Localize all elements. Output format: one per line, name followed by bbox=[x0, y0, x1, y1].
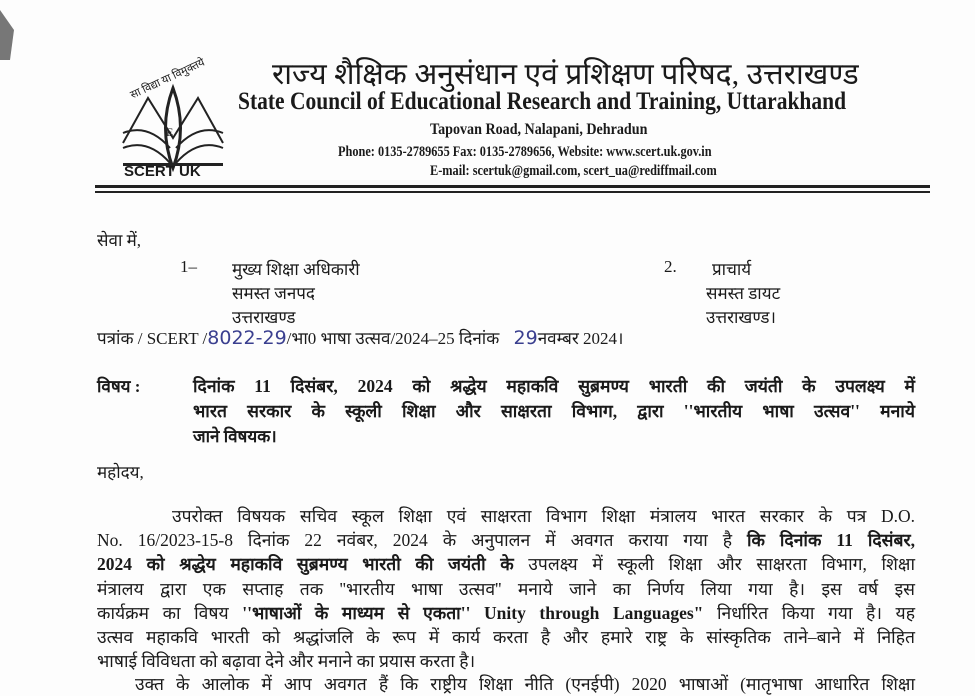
body-text-bold: ''भाषाओं के माध्यम से एकता'' Unity through Languages" bbox=[242, 603, 704, 623]
body-text: No. 16/2023-15-8 दिनांक 22 नवंबर, 2024 के अनुपालन में अवगत कराया गया है bbox=[97, 530, 747, 550]
body-line bbox=[97, 601, 915, 625]
body-line bbox=[97, 528, 915, 552]
salutation-to: सेवा में, bbox=[97, 231, 142, 250]
body-line: उक्त के आलोक में आप अवगत हैं कि राष्ट्रीय शिक्षा नीति (एनईपी) 2020 भाषाओं (मातृभाषा आधारित शिक्षा bbox=[135, 674, 915, 694]
page-edge-shadow bbox=[0, 10, 18, 60]
handwritten-day: 29 bbox=[513, 327, 538, 349]
body-text: कार्यक्रम का विषय bbox=[97, 603, 243, 623]
body-line: मंत्रालय द्वारा एक सप्ताह तक ''भारतीय भाषा उत्सव'' मनाये जाने का निर्णय लिया गया है। इस वर्ष इस bbox=[97, 579, 915, 599]
reference-prefix: पत्रांक / SCERT / bbox=[97, 329, 208, 348]
logo-text: SCERT UK bbox=[124, 163, 201, 180]
recipient-number: 2. bbox=[664, 257, 677, 276]
body-line bbox=[97, 552, 915, 576]
body-text: निर्धारित किया गया है। यह bbox=[703, 603, 915, 623]
org-title-english: State Council of Educational Research and Training, Uttarakhand bbox=[238, 88, 847, 115]
body-line: उत्सव महाकवि भारती को श्रद्धांजलि के रूप में कार्य करता है और हमारे राष्ट्र के सांस्कृतिक ताने–बाने में निहित bbox=[97, 627, 915, 647]
recipient-line: उत्तराखण्ड। bbox=[706, 308, 776, 327]
recipient-line: मुख्य शिक्षा अधिकारी bbox=[232, 260, 360, 279]
recipient-line: समस्त डायट bbox=[706, 284, 781, 303]
body-line: उपरोक्त विषयक सचिव स्कूल शिक्षा एवं साक्षरता विभाग शिक्षा मंत्रालय भारत सरकार के पत्र D.O. bbox=[172, 506, 915, 526]
header-rule-bottom bbox=[95, 191, 930, 193]
subject-label: विषय : bbox=[97, 377, 141, 396]
subject-line: जाने विषयक। bbox=[193, 427, 277, 446]
recipient-line: प्राचार्य bbox=[712, 260, 752, 279]
reference-line bbox=[97, 326, 623, 349]
org-address: Tapovan Road, Nalapani, Dehradun bbox=[430, 121, 648, 138]
org-contact-email: E-mail: scertuk@gmail.com, scert_ua@rediffmail.com bbox=[430, 163, 717, 179]
handwritten-letter-number: 8022-29 bbox=[207, 327, 287, 349]
body-text: उपलक्ष्य में स्कूली शिक्षा और साक्षरता विभाग, शिक्षा bbox=[513, 554, 915, 574]
reference-suffix: /भा0 भाषा उत्सव/2024–25 दिनांक bbox=[286, 329, 500, 348]
subject-line: दिनांक 11 दिसंबर, 2024 को श्रद्धेय महाकवि सुब्रमण्य भारती की जयंती के उपलक्ष्य में bbox=[193, 376, 915, 396]
header-rule-top bbox=[95, 185, 930, 188]
body-line: भाषाई विविधता को बढ़ावा देने और मनाने का प्रयास करता है। bbox=[97, 651, 476, 671]
org-contact-phone: Phone: 0135-2789655 Fax: 0135-2789656, Website: www.scert.uk.gov.in bbox=[338, 144, 712, 160]
body-text-bold: कि दिनांक 11 दिसंबर, bbox=[746, 530, 915, 550]
recipient-number: 1– bbox=[180, 257, 197, 276]
recipient-line: उत्तराखण्ड bbox=[232, 308, 296, 327]
svg-text:E: E bbox=[166, 125, 174, 139]
reference-date: नवम्बर 2024। bbox=[537, 329, 624, 348]
body-text-bold: 2024 को श्रद्धेय महाकवि सुब्रमण्य भारती की जयंती के bbox=[97, 554, 514, 574]
svg-text:सा विद्या या विमुक्तये: सा विद्या या विमुक्तये bbox=[128, 56, 207, 102]
recipient-line: समस्त जनपद bbox=[232, 284, 315, 303]
greeting: महोदय, bbox=[97, 463, 144, 482]
subject-line: भारत सरकार के स्कूली शिक्षा और साक्षरता विभाग, द्वारा ''भारतीय भाषा उत्सव'' मनाये bbox=[193, 401, 915, 421]
org-title-hindi: राज्य शैक्षिक अनुसंधान एवं प्रशिक्षण परिषद, उत्तराखण्ड bbox=[272, 58, 859, 91]
